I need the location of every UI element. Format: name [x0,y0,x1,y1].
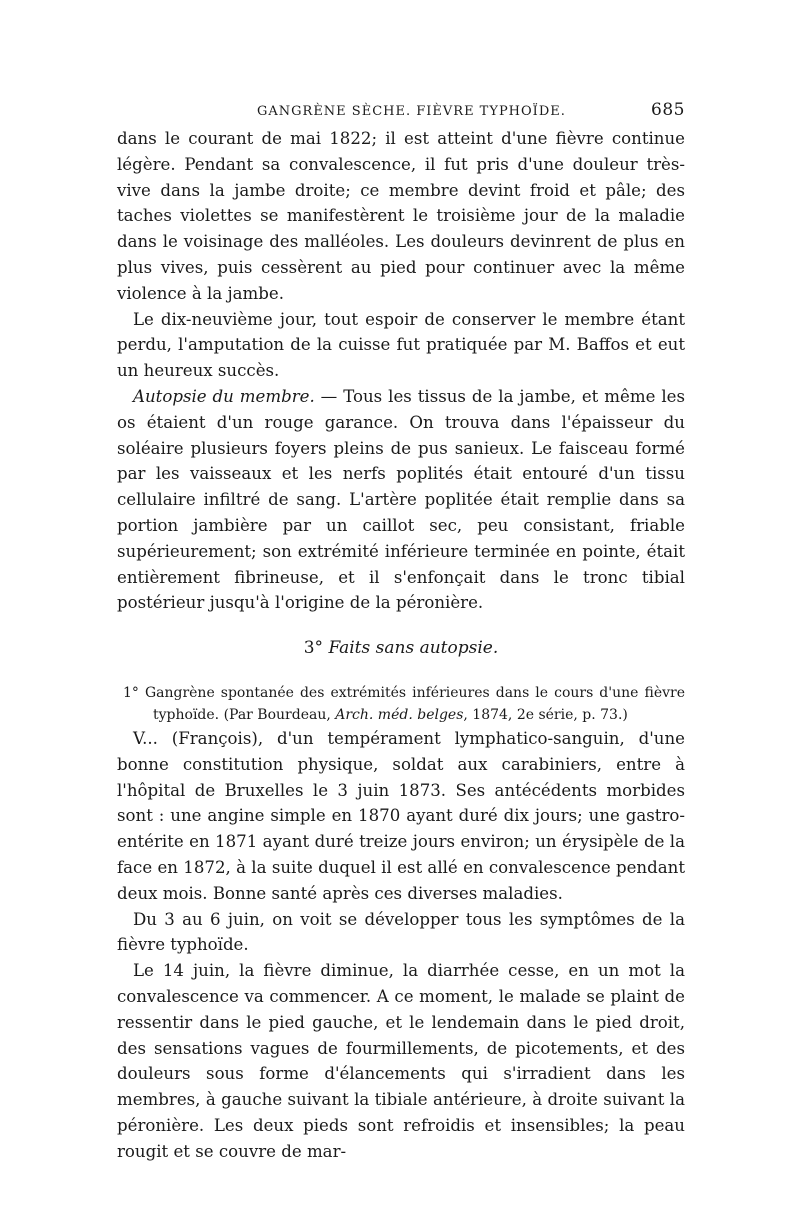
body-text [117,126,685,1164]
paragraph-symptoms: Du 3 au 6 juin, on voit se développer tous les symptômes de la fièvre typhoïde. [117,909,685,955]
paragraph-autopsy [117,384,685,616]
running-title: GANGRÈNE SÈCHE. FIÈVRE TYPHOÏDE. [257,104,566,119]
autopsy-lead: Autopsie du membre. [133,386,315,406]
section-title: Faits sans autopsie. [328,638,499,659]
case-title [117,682,685,726]
section-number: 3° [303,638,324,659]
paragraph-convalescence: Le 14 juin, la fièvre diminue, la diarrhée cesse, en un mot la convalescence va commencer. A ce moment, le malade se plaint de ressentir dans le pied gauche, et le lendemain dans le pied droit, des sensations vagues de fourmillements, de picotements, et des douleurs sous forme d'élancements qui s'irradient dans les membres, à gauche suivant la tibiale antérieure, à droite suivant la péronière. Les deux pieds sont refroidis et insensibles; la peau rougit et se couvre de mar- [117,961,685,1161]
paragraph-continuation: dans le courant de mai 1822; il est atteint d'une fièvre continue légère. Pendant sa convalescence, il fut pris d'une douleur très-vive dans la jambe droite; ce membre devint froid et pâle; des taches violettes se manifestèrent le troisième jour de la maladie dans le voisinage des malléoles. Les douleurs devinrent de plus en plus vives, puis cessèrent au pied pour continuer avec la même violence à la jambe. [117,129,685,303]
section-heading [117,636,685,662]
book-page [117,98,685,1164]
running-head [117,98,685,126]
paragraph-patient: V... (François), d'un tempérament lymphatico-sanguin, d'une bonne constitution physique, soldat aux carabiniers, entre à l'hôpital de Bruxelles le 3 juin 1873. Ses antécédents morbides sont : une angine simple en 1870 ayant duré dix jours; une gastro-entérite en 1871 ayant duré treize jours environ; un érysipèle de la face en 1872, à la suite duquel il est allé en convalescence pendant deux mois. Bonne santé après ces diverses maladies. [117,728,685,903]
paragraph-amputation: Le dix-neuvième jour, tout espoir de conserver le membre étant perdu, l'amputation de la cuisse fut pratiquée par M. Baffos et eut un heureux succès. [117,309,685,381]
page-number: 685 [651,100,685,120]
case-title-journal: Arch. méd. belges [335,706,464,723]
case-title-text: 1° Gangrène spontanée des extrémités inférieures dans le cours d'une fièvre typhoïde. (Par Bourdeau, [123,684,685,723]
autopsy-text: — Tous les tissus de la jambe, et même les os étaient d'un rouge garance. On trouva dans l'épaisseur du soléaire plusieurs foyers pleins de pus sanieux. Le faisceau formé par les vaisseaux et les nerfs poplités était entouré d'un tissu cellulaire infiltré de sang. L'artère poplitée était remplie dans sa portion jambière par un caillot sec, peu consistant, friable supérieurement; son extrémité inférieure terminée en pointe, était entièrement fibrineuse, et il s'enfonçait dans le tronc tibial postérieur jusqu'à l'origine de la péronière. [117,386,685,613]
case-title-reference: , 1874, 2e série, p. 73.) [463,706,628,723]
